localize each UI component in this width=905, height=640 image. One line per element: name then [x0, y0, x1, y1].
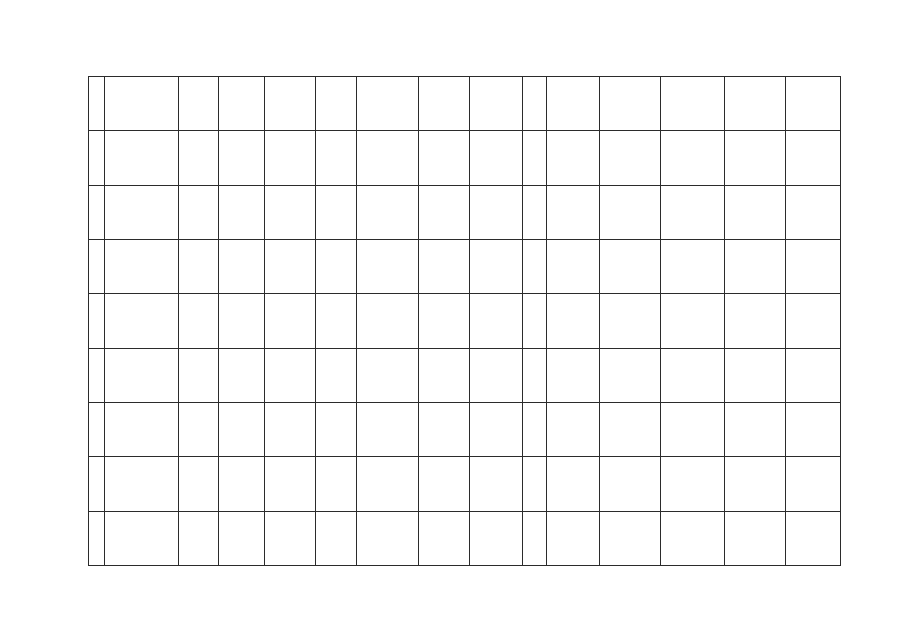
row-sides [523, 402, 547, 456]
row-size [470, 77, 523, 131]
row-coord-x [179, 457, 219, 511]
row-land-type [600, 185, 661, 239]
row-sides [523, 185, 547, 239]
row-structure-form [419, 131, 470, 185]
row-structure-type [357, 131, 419, 185]
row-coord-x [179, 348, 219, 402]
row-area [547, 185, 600, 239]
row-sides [523, 511, 547, 565]
row-structure-type [357, 402, 419, 456]
row-status-a [725, 77, 786, 131]
row-owner [661, 348, 725, 402]
row-owner [661, 185, 725, 239]
row-size [470, 511, 523, 565]
row-area [547, 511, 600, 565]
row-status-b [786, 402, 841, 456]
row-area [547, 348, 600, 402]
row-structure-form [419, 457, 470, 511]
row-number [89, 131, 105, 185]
row-land-type [600, 511, 661, 565]
row-size [470, 348, 523, 402]
row-sides [523, 294, 547, 348]
row-street [265, 239, 316, 293]
row-land-type [600, 239, 661, 293]
row-coord-x [179, 131, 219, 185]
row-number [89, 239, 105, 293]
row-size [470, 239, 523, 293]
row-coord-x [179, 185, 219, 239]
row-status-b [786, 185, 841, 239]
table-row [89, 239, 841, 293]
row-status-a [725, 402, 786, 456]
row-address [105, 77, 179, 131]
row-place-number [316, 185, 357, 239]
table-row [89, 348, 841, 402]
row-street [265, 402, 316, 456]
row-sides [523, 239, 547, 293]
row-place-number [316, 294, 357, 348]
row-structure-form [419, 77, 470, 131]
row-status-a [725, 185, 786, 239]
table-row [89, 77, 841, 131]
row-place-number [316, 511, 357, 565]
table-row [89, 185, 841, 239]
row-street [265, 77, 316, 131]
row-status-b [786, 239, 841, 293]
row-number [89, 402, 105, 456]
table-body [89, 77, 841, 566]
row-structure-form [419, 348, 470, 402]
row-address [105, 511, 179, 565]
row-status-b [786, 77, 841, 131]
table-row [89, 402, 841, 456]
row-land-type [600, 77, 661, 131]
row-street [265, 348, 316, 402]
row-owner [661, 77, 725, 131]
table-row [89, 294, 841, 348]
row-address [105, 457, 179, 511]
row-address [105, 239, 179, 293]
row-address [105, 402, 179, 456]
row-structure-type [357, 185, 419, 239]
row-land-type [600, 457, 661, 511]
row-coord-y [219, 185, 265, 239]
row-coord-y [219, 511, 265, 565]
row-status-a [725, 348, 786, 402]
row-structure-type [357, 348, 419, 402]
row-coord-y [219, 294, 265, 348]
table-row [89, 457, 841, 511]
table-row [89, 131, 841, 185]
row-sides [523, 348, 547, 402]
row-address [105, 131, 179, 185]
row-owner [661, 239, 725, 293]
row-structure-type [357, 239, 419, 293]
row-number [89, 457, 105, 511]
row-place-number [316, 402, 357, 456]
row-status-a [725, 239, 786, 293]
row-status-a [725, 294, 786, 348]
row-owner [661, 294, 725, 348]
row-structure-type [357, 294, 419, 348]
row-structure-form [419, 185, 470, 239]
row-area [547, 239, 600, 293]
row-number [89, 348, 105, 402]
row-area [547, 402, 600, 456]
row-place-number [316, 77, 357, 131]
row-land-type [600, 402, 661, 456]
row-owner [661, 511, 725, 565]
row-size [470, 185, 523, 239]
row-area [547, 77, 600, 131]
row-coord-y [219, 457, 265, 511]
row-status-b [786, 457, 841, 511]
row-number [89, 77, 105, 131]
row-owner [661, 131, 725, 185]
row-coord-y [219, 131, 265, 185]
row-area [547, 131, 600, 185]
row-street [265, 294, 316, 348]
row-coord-y [219, 348, 265, 402]
row-coord-x [179, 239, 219, 293]
row-coord-x [179, 77, 219, 131]
row-structure-form [419, 511, 470, 565]
row-size [470, 402, 523, 456]
row-structure-form [419, 402, 470, 456]
row-land-type [600, 348, 661, 402]
row-place-number [316, 457, 357, 511]
row-place-number [316, 131, 357, 185]
row-coord-y [219, 77, 265, 131]
row-structure-type [357, 511, 419, 565]
row-address [105, 294, 179, 348]
row-structure-type [357, 457, 419, 511]
row-structure-form [419, 239, 470, 293]
row-street [265, 185, 316, 239]
row-sides [523, 131, 547, 185]
row-sides [523, 77, 547, 131]
row-number [89, 511, 105, 565]
row-structure-type [357, 77, 419, 131]
row-land-type [600, 131, 661, 185]
row-address [105, 185, 179, 239]
row-number [89, 294, 105, 348]
row-status-a [725, 511, 786, 565]
row-area [547, 457, 600, 511]
row-place-number [316, 348, 357, 402]
row-place-number [316, 239, 357, 293]
row-status-b [786, 294, 841, 348]
row-coord-x [179, 294, 219, 348]
row-status-a [725, 131, 786, 185]
row-address [105, 348, 179, 402]
row-coord-x [179, 402, 219, 456]
row-size [470, 294, 523, 348]
row-owner [661, 402, 725, 456]
row-size [470, 457, 523, 511]
row-structure-form [419, 294, 470, 348]
row-area [547, 294, 600, 348]
row-status-b [786, 511, 841, 565]
row-number [89, 185, 105, 239]
advertising-register-table [88, 76, 841, 566]
row-coord-y [219, 402, 265, 456]
row-status-b [786, 131, 841, 185]
row-coord-y [219, 239, 265, 293]
row-status-b [786, 348, 841, 402]
row-street [265, 131, 316, 185]
row-coord-x [179, 511, 219, 565]
row-size [470, 131, 523, 185]
row-street [265, 511, 316, 565]
row-owner [661, 457, 725, 511]
row-status-a [725, 457, 786, 511]
row-street [265, 457, 316, 511]
row-land-type [600, 294, 661, 348]
row-sides [523, 457, 547, 511]
table-row [89, 511, 841, 565]
